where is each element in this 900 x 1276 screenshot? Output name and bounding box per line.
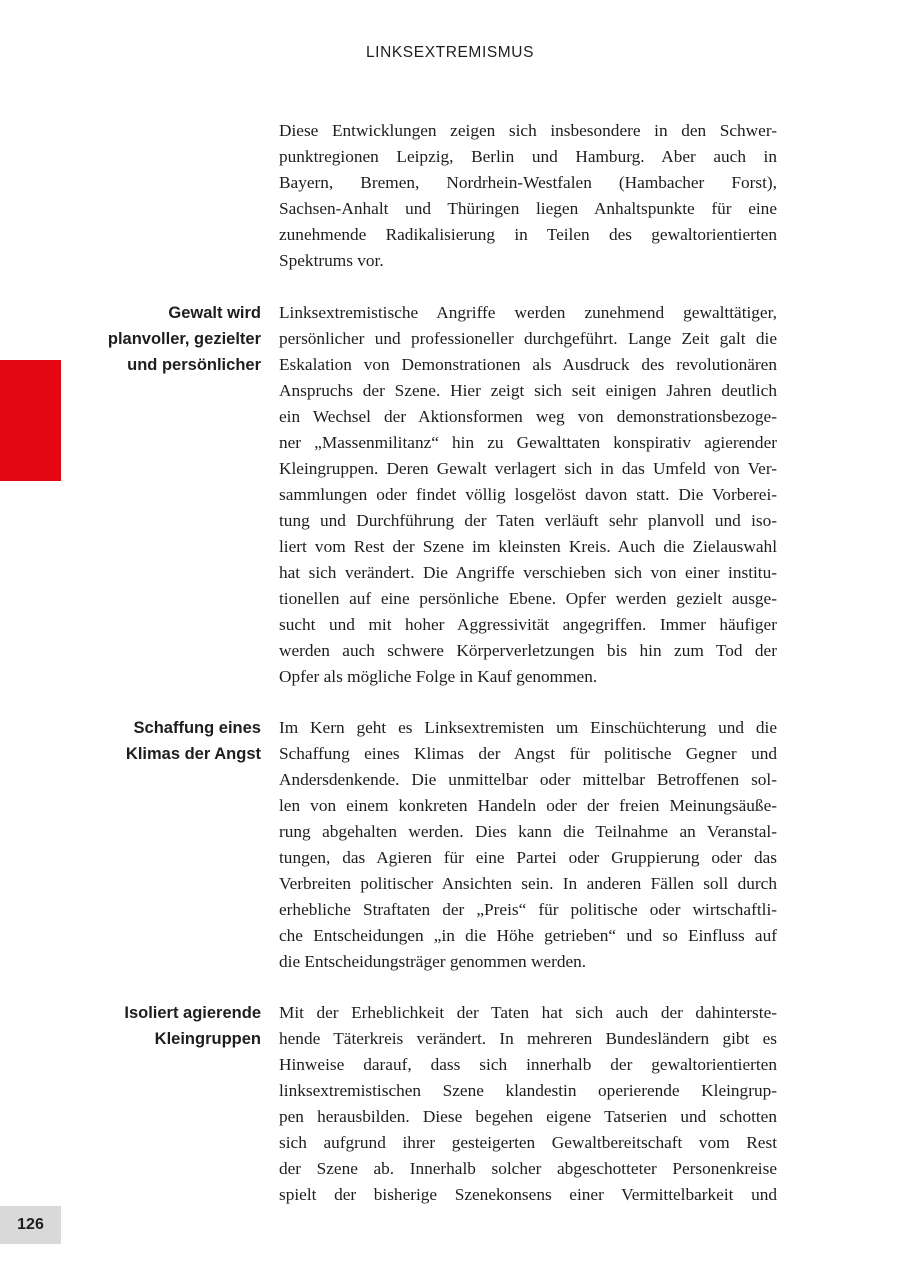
running-header: LINKSEXTREMISMUS <box>365 44 535 61</box>
text-line: Diese Entwicklungen zeigen sich insbesondere in den Schwer- <box>279 121 777 140</box>
side-heading <box>60 300 261 378</box>
text-line: Spektrums vor. <box>279 251 384 270</box>
text-line: ner „Massenmilitanz“ hin zu Gewalttaten konspirativ agierender <box>279 433 777 452</box>
side-heading-line: und persönlicher <box>127 356 261 374</box>
side-heading-line: Klimas der Angst <box>125 745 261 763</box>
text-line: sammlungen oder findet völlig losgelöst davon statt. Die Vorberei- <box>279 485 777 504</box>
side-heading-line: Schaffung eines <box>133 719 261 737</box>
text-line: Bayern, Bremen, Nordrhein-Westfalen (Hambacher Forst), <box>279 173 777 192</box>
text-line: Anspruchs der Szene. Hier zeigt sich seit einigen Jahren deutlich <box>279 381 777 400</box>
text-line: len von einem konkreten Handeln oder der freien Meinungsäuße- <box>279 796 777 815</box>
text-line: linksextremistischen Szene klandestin operierende Kleingrup- <box>279 1081 777 1100</box>
text-line: tung und Durchführung der Taten verläuft sehr planvoll und iso- <box>279 511 777 530</box>
text-line: Im Kern geht es Linksextremisten um Einschüchterung und die <box>279 718 777 737</box>
text-line: che Entscheidungen „in die Höhe getrieben“ und so Einfluss auf <box>279 926 777 945</box>
text-line: Kleingruppen. Deren Gewalt verlagert sich in das Umfeld von Ver- <box>279 459 777 478</box>
text-line: werden auch schwere Körperverletzungen bis hin zum Tod der <box>279 641 777 660</box>
text-line: liert vom Rest der Szene im kleinsten Kreis. Auch die Zielauswahl <box>279 537 777 556</box>
text-line: persönlicher und professioneller durchgeführt. Lange Zeit galt die <box>279 329 777 348</box>
text-line: zunehmende Radikalisierung in Teilen des gewaltorientierten <box>279 225 777 244</box>
text-line: die Entscheidungsträger genommen werden. <box>279 952 587 971</box>
text-line: spielt der bisherige Szenekonsens einer Vermittelbarkeit und <box>279 1185 777 1204</box>
side-heading-line: Gewalt wird <box>168 304 261 322</box>
section-body <box>279 118 777 274</box>
text-line: pen herausbilden. Diese begehen eigene Tatserien und schotten <box>279 1107 777 1126</box>
side-heading-line: Isoliert agierende <box>124 1004 261 1022</box>
chapter-color-tab <box>0 360 61 481</box>
side-heading-line: planvoller, gezielter <box>107 330 261 348</box>
side-heading-line: Kleingruppen <box>154 1030 261 1048</box>
text-line: Andersdenkende. Die unmittelbar oder mittelbar Betroffenen sol- <box>279 770 777 789</box>
section-body <box>279 300 777 690</box>
text-line: rung abgehalten werden. Dies kann die Teilnahme an Veranstal- <box>279 822 777 841</box>
side-heading <box>60 715 261 767</box>
side-heading <box>60 1000 261 1052</box>
text-line: Opfer als mögliche Folge in Kauf genommen. <box>279 667 598 686</box>
text-line: Linksextremistische Angriffe werden zunehmend gewalttätiger, <box>279 303 777 322</box>
text-line: Sachsen-Anhalt und Thüringen liegen Anhaltspunkte für eine <box>279 199 777 218</box>
text-line: Verbreiten politischer Ansichten sein. In anderen Fällen soll durch <box>279 874 777 893</box>
text-line: sucht und mit hoher Aggressivität angegriffen. Immer häufiger <box>279 615 777 634</box>
text-line: erhebliche Straftaten der „Preis“ für politische oder wirtschaftli- <box>279 900 777 919</box>
text-line: hende Täterkreis verändert. In mehreren Bundesländern gibt es <box>279 1029 777 1048</box>
text-line: tionellen auf eine persönliche Ebene. Opfer werden gezielt ausge- <box>279 589 777 608</box>
section-body <box>279 715 777 975</box>
text-line: Schaffung eines Klimas der Angst für politische Gegner und <box>279 744 777 763</box>
text-line: Eskalation von Demonstrationen als Ausdruck des revolutionären <box>279 355 777 374</box>
text-line: hat sich verändert. Die Angriffe verschieben sich von einer institu- <box>279 563 777 582</box>
text-line: punktregionen Leipzig, Berlin und Hamburg. Aber auch in <box>279 147 777 166</box>
page-number: 126 <box>0 1206 61 1244</box>
text-line: sich aufgrund ihrer gesteigerten Gewaltbereitschaft vom Rest <box>279 1133 777 1152</box>
section-body <box>279 1000 777 1208</box>
text-line: Mit der Erheblichkeit der Taten hat sich auch der dahinterste- <box>279 1003 777 1022</box>
text-line: ein Wechsel der Aktionsformen weg von demonstrationsbezoge- <box>279 407 777 426</box>
text-line: tungen, das Agieren für eine Partei oder Gruppierung oder das <box>279 848 777 867</box>
text-line: Hinweise darauf, dass sich innerhalb der gewaltorientierten <box>279 1055 777 1074</box>
text-line: der Szene ab. Innerhalb solcher abgeschotteter Personenkreise <box>279 1159 777 1178</box>
